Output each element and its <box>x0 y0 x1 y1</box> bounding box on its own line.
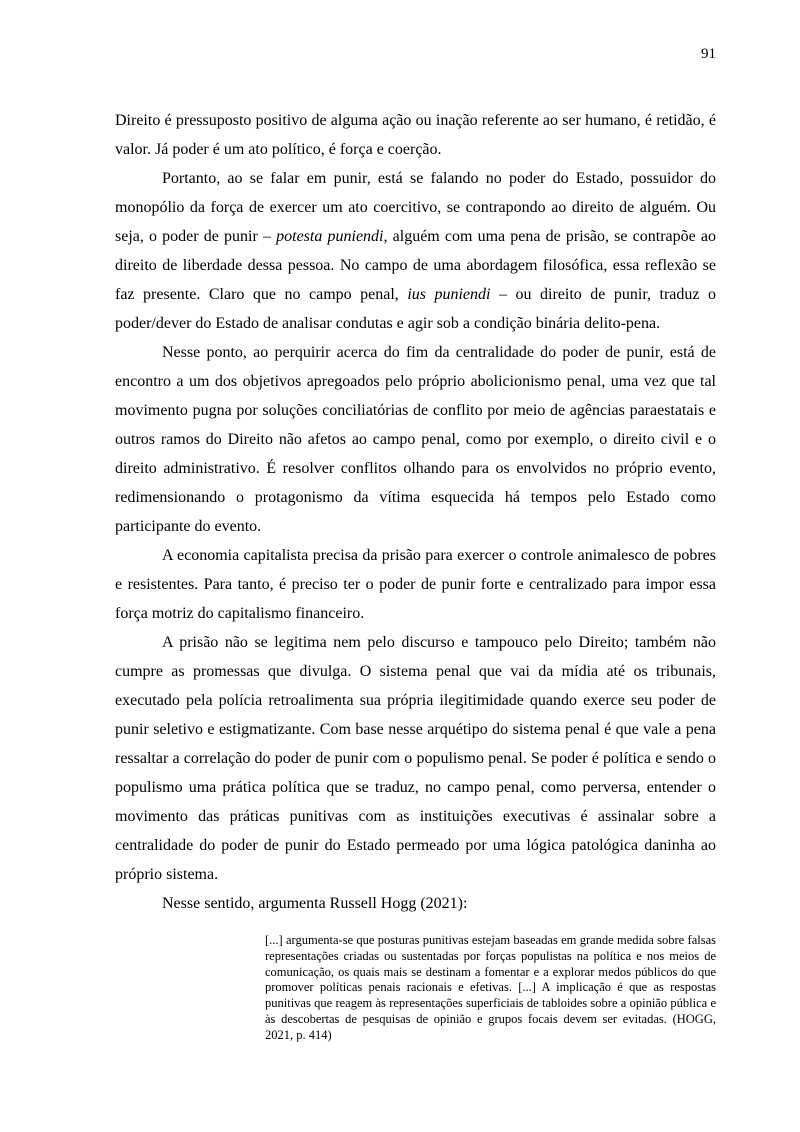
text-run: , alguém com uma pena de prisão, se contrapõe ao direito de liberdade dessa pessoa. No campo de uma abordagem filosófica, essa reflexão se faz presente. Claro que no campo penal, <box>115 228 716 303</box>
paragraph <box>115 106 716 164</box>
text-run: Nesse ponto, ao perquirir acerca do fim da centralidade do poder de punir, está de encontro a um dos objetivos apregoados pelo próprio abolicionismo penal, uma vez que tal movimento pugna por soluções conciliatórias de conflito por meio de agências paraestatais e outros ramos do Direito não afetos ao campo penal, como por exemplo, o direito civil e o direito administrativo. É resolver conflitos olhando para os envolvidos no próprio evento, redimensionando o protagonismo da vítima esquecida há tempos pelo Estado como participante do evento. <box>115 344 716 535</box>
text-run: Nesse sentido, argumenta Russell Hogg (2021): <box>162 895 468 912</box>
latin-term: ius puniendi <box>407 286 491 303</box>
block-quote <box>265 933 716 1044</box>
paragraph <box>115 889 716 918</box>
paragraph <box>115 164 716 338</box>
quote-text: [...] argumenta-se que posturas punitivas estejam baseadas em grande medida sobre falsas representações criadas ou sustentadas por forças populistas na política e nos meios de comunicação, os quais mais se destinam a fomentar e a explorar medos públicos do que promover políticas penais racionais e efetivas. [...] A implicação é que as respostas punitivas que reagem às representações superficiais de tabloides sobre a opinião pública e às descobertas de pesquisas de opinião e grupos focais devem ser evitadas. <box>265 933 716 1026</box>
text-run: – ou direito de punir, traduz o poder/dever do Estado de analisar condutas e agir sob a condição binária delito-pena. <box>115 286 716 332</box>
text-run: Direito é pressuposto positivo de alguma ação ou inação referente ao ser humano, é retidão, é valor. Já poder é um ato político, é força e coerção. <box>115 112 716 158</box>
paragraph <box>115 541 716 628</box>
latin-term: potesta puniendi <box>276 228 384 245</box>
paragraph <box>115 338 716 541</box>
quote-citation: (HOGG, 2021, p. 414) <box>265 1011 716 1042</box>
page-number: 91 <box>701 46 716 62</box>
page-content <box>115 106 716 1044</box>
text-run: Portanto, ao se falar em punir, está se falando no poder do Estado, possuidor do monopólio da força de exercer um ato coercitivo, se contrapondo ao direito de alguém. Ou seja, o poder de punir – <box>115 170 716 245</box>
text-run: A prisão não se legitima nem pelo discurso e tampouco pelo Direito; também não cumpre as promessas que divulga. O sistema penal que vai da mídia até os tribunais, executado pela polícia retroalimenta sua própria ilegitimidade quando exerce seu poder de punir seletivo e estigmatizante. Com base nesse arquétipo do sistema penal é que vale a pena ressaltar a correlação do poder de punir com o populismo penal. Se poder é política e sendo o populismo uma prática política que se traduz, no campo penal, como perversa, entender o movimento das práticas punitivas com as instituições executivas é assinalar sobre a centralidade do poder de punir do Estado permeado por uma lógica patológica daninha ao próprio sistema. <box>115 634 716 883</box>
text-run: A economia capitalista precisa da prisão para exercer o controle animalesco de pobres e resistentes. Para tanto, é preciso ter o poder de punir forte e centralizado para impor essa força motriz do capitalismo financeiro. <box>115 547 716 622</box>
paragraph <box>115 628 716 889</box>
